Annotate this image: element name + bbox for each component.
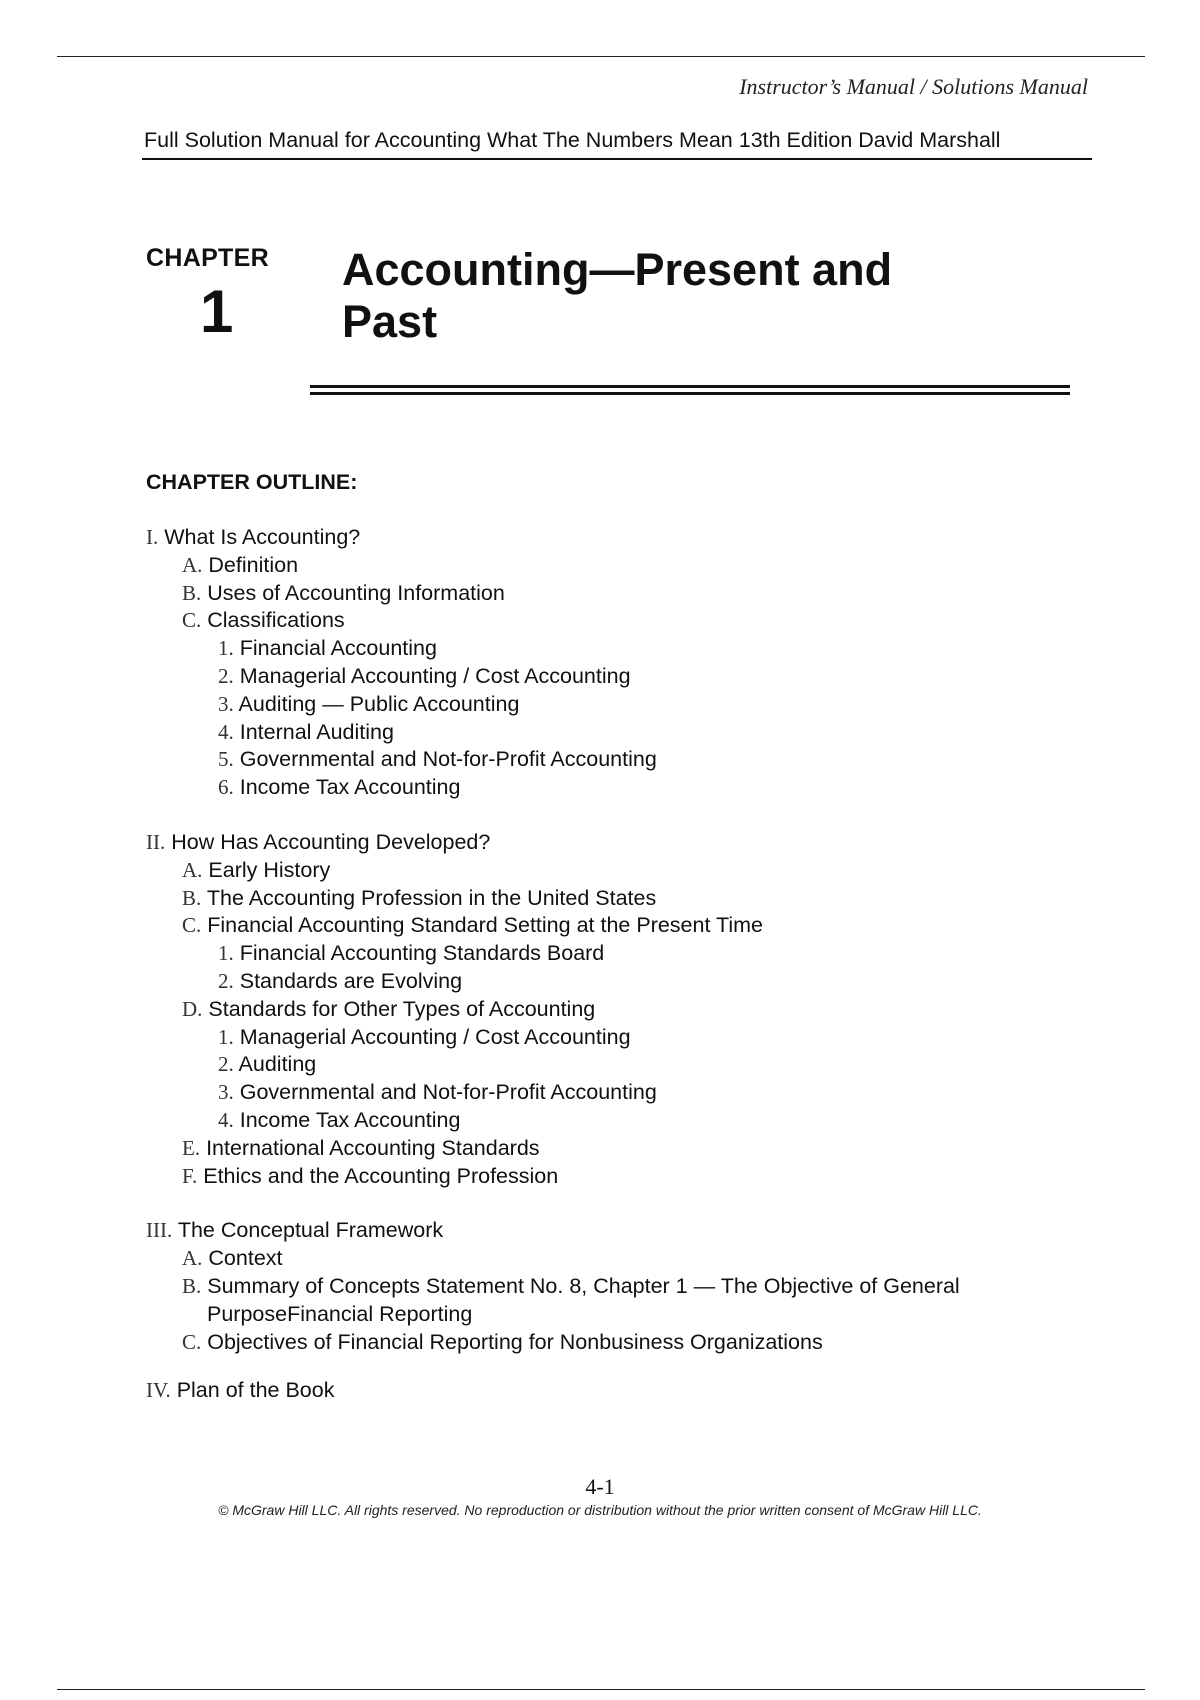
outline-marker: II. [146,829,166,854]
outline-subitem [146,940,1146,968]
outline-item-continuation: PurposeFinancial Reporting [207,1301,473,1326]
outline-section-title: The Conceptual Framework [177,1218,444,1243]
outline-section [146,524,1146,802]
outline-marker: D. [182,996,203,1021]
outline-marker: IV. [146,1378,171,1403]
outline-item-text: Governmental and Not-for-Profit Accounting [239,1080,657,1105]
outline-item [146,1273,1146,1301]
outline-marker: A. [182,552,203,577]
outline-subitem [146,635,1146,663]
chapter-title-line-2: Past [342,296,438,347]
outline-item-text: Context [208,1246,283,1271]
outline-subitem [146,746,1146,774]
outline-item-text: Early History [208,857,331,882]
outline-marker: 6. [218,775,234,800]
outline-item [146,1135,1146,1163]
outline-item-text: Definition [208,552,299,577]
outline-section [146,1217,1146,1356]
outline-subitem [146,968,1146,996]
outline-marker: 1. [218,636,234,661]
bottom-rule [57,1689,1145,1690]
outline-item-text: Standards are Evolving [239,968,463,993]
outline-marker: 5. [218,747,234,772]
outline-item-text: Financial Accounting [239,636,437,661]
outline-item [146,912,1146,940]
outline-marker: E. [182,1135,201,1160]
outline-item-text: Internal Auditing [239,719,394,744]
outline-item [146,580,1146,608]
outline-section-title: What Is Accounting? [164,525,361,549]
outline-item-text: Auditing [238,1052,317,1077]
outline-marker: 3. [218,1080,234,1105]
copyright-notice: © McGraw Hill LLC. All rights reserved. No reproduction or distribution without the prior written consent of McGraw Hill LLC. [218,1502,982,1518]
outline-marker: 2. [218,968,234,993]
top-rule [57,56,1145,57]
outline-item-text: Income Tax Accounting [239,1107,461,1132]
outline-marker: I. [146,525,159,549]
outline-section-heading [146,829,1146,857]
outline-subitem [146,691,1146,719]
outline-marker: 4. [218,1107,234,1132]
outline-item [146,885,1146,913]
outline-marker: 4. [218,719,234,744]
chapter-title-line-1: Accounting—Present and [342,244,893,295]
outline-marker: III. [146,1218,173,1243]
outline-item [146,1245,1146,1273]
outline-item-text: Income Tax Accounting [239,775,461,800]
outline-item-text: Uses of Accounting Information [207,580,505,605]
outline-item [146,1163,1146,1191]
outline-item [146,996,1146,1024]
outline-marker: C. [182,1329,202,1354]
outline-item [146,857,1146,885]
outline-marker: B. [182,885,202,910]
page-number: 4-1 [585,1474,615,1499]
outline-section-heading [146,1217,1146,1245]
outline-item-text: Ethics and the Accounting Profession [203,1163,559,1188]
outline-item-text: Financial Accounting Standards Board [239,941,605,966]
outline-item [146,552,1146,580]
outline-item-text: The Accounting Profession in the United States [206,885,657,910]
outline-heading: CHAPTER OUTLINE: [146,470,358,494]
outline-item-text: Managerial Accounting / Cost Accounting [239,1024,631,1049]
outline-marker: F. [182,1163,198,1188]
outline-marker: 3. [218,691,234,716]
outline-item-text: Financial Accounting Standard Setting at the Present Time [207,913,763,938]
document-title: Full Solution Manual for Accounting What The Numbers Mean 13th Edition David Marshall [144,128,1001,152]
outline-item-text: Summary of Concepts Statement No. 8, Chapter 1 — The Objective of General [207,1273,960,1298]
outline-marker: C. [182,913,202,938]
outline-item-text: Auditing — Public Accounting [238,691,520,716]
outline-marker: 2. [218,1052,234,1077]
outline-item [146,1329,1146,1357]
outline-subitem [146,1024,1146,1052]
outline-item [146,607,1146,635]
outline-marker: A. [182,1246,203,1271]
outline-item-text: Managerial Accounting / Cost Accounting [239,663,631,688]
outline-item-text: Governmental and Not-for-Profit Accounting [239,747,657,772]
outline-marker: 2. [218,663,234,688]
outline-marker: A. [182,857,203,882]
chapter-title-rule-lower [310,392,1070,395]
outline-subitem [146,1051,1146,1079]
outline-item-text: Classifications [207,608,345,633]
chapter-label: CHAPTER [146,244,269,272]
chapter-title [342,244,1062,348]
outline-marker: 1. [218,941,234,966]
outline-marker: B. [182,1273,202,1298]
outline-section-heading [146,524,1146,552]
outline-subitem [146,1107,1146,1135]
chapter-outline [146,524,1146,1432]
document-title-underline [142,158,1092,160]
outline-subitem [146,1079,1146,1107]
outline-section-heading [146,1377,1146,1405]
outline-marker: 1. [218,1024,234,1049]
outline-section-title: How Has Accounting Developed? [171,829,491,854]
outline-subitem [146,774,1146,802]
outline-subitem [146,663,1146,691]
outline-subitem [146,719,1146,747]
outline-section-title: Plan of the Book [176,1378,335,1403]
chapter-title-rule-upper [310,385,1070,388]
chapter-number: 1 [200,278,234,345]
outline-marker: B. [182,580,202,605]
outline-section [146,829,1146,1190]
outline-item-text: International Accounting Standards [206,1135,540,1160]
outline-section [146,1377,1146,1405]
outline-item-text: Objectives of Financial Reporting for Nonbusiness Organizations [207,1329,823,1354]
outline-item-text: Standards for Other Types of Accounting [208,996,596,1021]
outline-marker: C. [182,608,202,633]
running-head: Instructor’s Manual / Solutions Manual [739,74,1088,99]
